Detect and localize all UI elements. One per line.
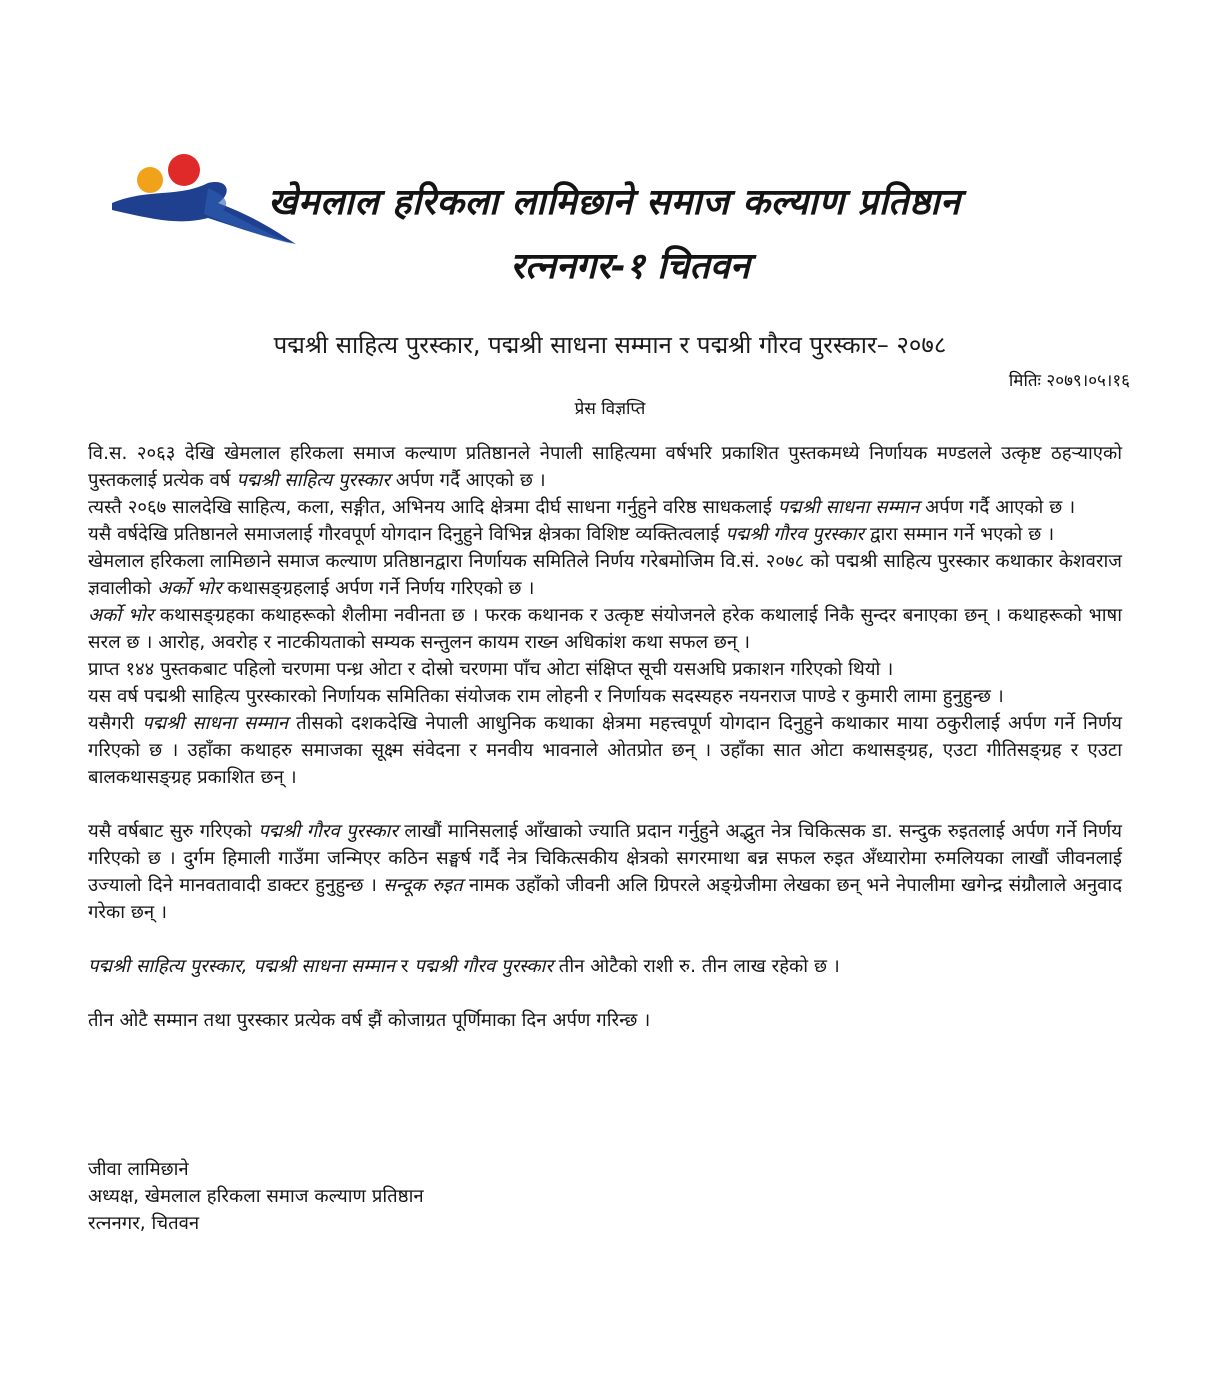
- organization-name: खेमलाल हरिकला लामिछाने समाज कल्याण प्रतिष्ठान: [268, 182, 961, 223]
- signature-block: [88, 1156, 688, 1237]
- paragraph-3: यसै वर्षदेखि प्रतिष्ठानले समाजलाई गौरवपूर्ण योगदान दिनुहुने विभिन्न क्षेत्रका विशिष्ट व्यक्तित्वलाई पद्मश्री गौरव पुरस्कार द्वारा सम्मान गर्ने भएको छ ।: [88, 524, 1055, 545]
- paragraph-5: अर्को भोर कथासङ्ग्रहका कथाहरूको शैलीमा नवीनता छ । फरक कथानक र उत्कृष्ट संयोजनले हरेक कथालाई निकै सुन्दर बनाएका छन् । कथाहरूको भाषा सरल छ । आरोह, अवरोह र नाटकीयताको सम्यक सन्तुलन कायम राख्न अधिकांश कथा सफल छन् ।: [88, 605, 1122, 653]
- award-name: पद्मश्री साहित्य पुरस्कार: [236, 470, 390, 491]
- logo-red-circle: [168, 154, 200, 186]
- book-title: सन्दूक रुइत: [383, 875, 463, 896]
- paragraph-7: यस वर्ष पद्मश्री साहित्य पुरस्कारको निर्णायक समितिका संयोजक राम लोहनी र निर्णायक सदस्यहरु नयनराज पाण्डे र कुमारी लामा हुनुहुन्छ ।: [88, 686, 1004, 707]
- award-name: पद्मश्री गौरव पुरस्कार: [258, 821, 398, 842]
- paragraph-2: त्यस्तै २०६७ सालदेखि साहित्य, कला, सङ्गीत, अभिनय आदि क्षेत्रमा दीर्घ साधना गर्नुहुने वरिष्ठ साधकलाई पद्मश्री साधना सम्मान अर्पण गर्दै आएको छ ।: [88, 497, 1076, 518]
- paragraph-11: तीन ओटै सम्मान तथा पुरस्कार प्रत्येक वर्ष झैं कोजाग्रत पूर्णिमाका दिन अर्पण गरिन्छ ।: [88, 1010, 651, 1031]
- paragraph-8: यसैगरी पद्मश्री साधना सम्मान तीसको दशकदेखि नेपाली आधुनिक कथाका क्षेत्रमा महत्त्वपूर्ण योगदान दिनुहुने कथाकार माया ठकुरीलाई अर्पण गर्ने निर्णय गरिएको छ । उहाँका कथाहरु समाजका सूक्ष्म संवेदना र मनवीय भावनाले ओतप्रोत छन् । उहाँका सात ओटा कथासङ्ग्रह, एउटा गीतिसङ्ग्रह र एउटा बालकथासङ्ग्रह प्रकाशित छन् ।: [88, 713, 1123, 788]
- paragraph-9: यसै वर्षबाट सुरु गरिएको पद्मश्री गौरव पुरस्कार लाखौं मानिसलाई आँखाको ज्याति प्रदान गर्नुहुने अद्भुत नेत्र चिकित्सक डा. सन्दुक रुइतलाई अर्पण गर्ने निर्णय गरिएको छ । दुर्गम हिमाली गाउँमा जन्मिएर कठिन सङ्घर्ष गर्दै नेत्र चिकित्सकीय क्षेत्रको सगरमाथा बन्न सफल रुइत अँध्यारोमा रुमलियका लाखौं जीवनलाई उज्यालो दिने मानवतावादी डाक्टर हुनुहुन्छ । सन्दूक रुइत नामक उहाँको जीवनी अलि ग्रिपरले अङ्ग्रेजीमा लेखका छन् भने नेपालीमा खगेन्द्र संग्रौलाले अनुवाद गरेका छन् ।: [88, 821, 1123, 923]
- award-name: पद्मश्री गौरव पुरस्कार: [414, 956, 553, 977]
- document-date: मितिः २०७९।०५।१६: [1008, 371, 1130, 391]
- document-title: पद्मश्री साहित्य पुरस्कार, पद्मश्री साधना सम्मान र पद्मश्री गौरव पुरस्कार– २०७८: [273, 331, 947, 359]
- organization-address: रत्ननगर-१ चितवन: [510, 246, 750, 287]
- logo-orange-circle: [137, 167, 163, 193]
- press-release-body: [88, 440, 1122, 1034]
- signatory-place: रत्ननगर, चितवन: [88, 1213, 200, 1234]
- signatory-name: जीवा लामिछाने: [88, 1159, 189, 1180]
- paragraph-4: खेमलाल हरिकला लामिछाने समाज कल्याण प्रतिष्ठानद्वारा निर्णायक समितिले निर्णय गरेबमोजिम वि.सं. २०७८ को पद्मश्री साहित्य पुरस्कार कथाकार केशवराज ज्ञवालीको अर्को भोर कथासङ्ग्रहलाई अर्पण गर्ने निर्णय गरिएको छ ।: [88, 551, 1122, 599]
- signatory-designation: अध्यक्ष, खेमलाल हरिकला समाज कल्याण प्रतिष्ठान: [88, 1186, 424, 1207]
- award-name: पद्मश्री साधना सम्मान: [142, 713, 289, 734]
- document-type: प्रेस विज्ञप्ति: [574, 399, 646, 419]
- book-title: अर्को भोर: [88, 605, 154, 626]
- paragraph-1: वि.स. २०६३ देखि खेमलाल हरिकला समाज कल्याण प्रतिष्ठानले नेपाली साहित्यमा वर्षभरि प्रकाशित पुस्तकमध्ये निर्णायक मण्डलले उत्कृष्ट ठहऱ्याएको पुस्तकलाई प्रत्येक वर्ष पद्मश्री साहित्य पुरस्कार अर्पण गर्दै आएको छ ।: [88, 443, 1122, 491]
- award-name: पद्मश्री गौरव पुरस्कार: [725, 524, 864, 545]
- book-title: अर्को भोर: [157, 578, 222, 599]
- award-name: पद्मश्री साधना सम्मान: [777, 497, 920, 518]
- award-names: पद्मश्री साहित्य पुरस्कार, पद्मश्री साधना सम्मान: [88, 956, 395, 977]
- paragraph-6: प्राप्त १४४ पुस्तकबाट पहिलो चरणमा पन्ध्र ओटा र दोस्रो चरणमा पाँच ओटा संक्षिप्त सूची यसअघि प्रकाशन गरिएको थियो ।: [88, 659, 894, 680]
- paragraph-10: पद्मश्री साहित्य पुरस्कार, पद्मश्री साधना सम्मान र पद्मश्री गौरव पुरस्कार तीन ओटैको राशी रु. तीन लाख रहेको छ ।: [88, 956, 840, 977]
